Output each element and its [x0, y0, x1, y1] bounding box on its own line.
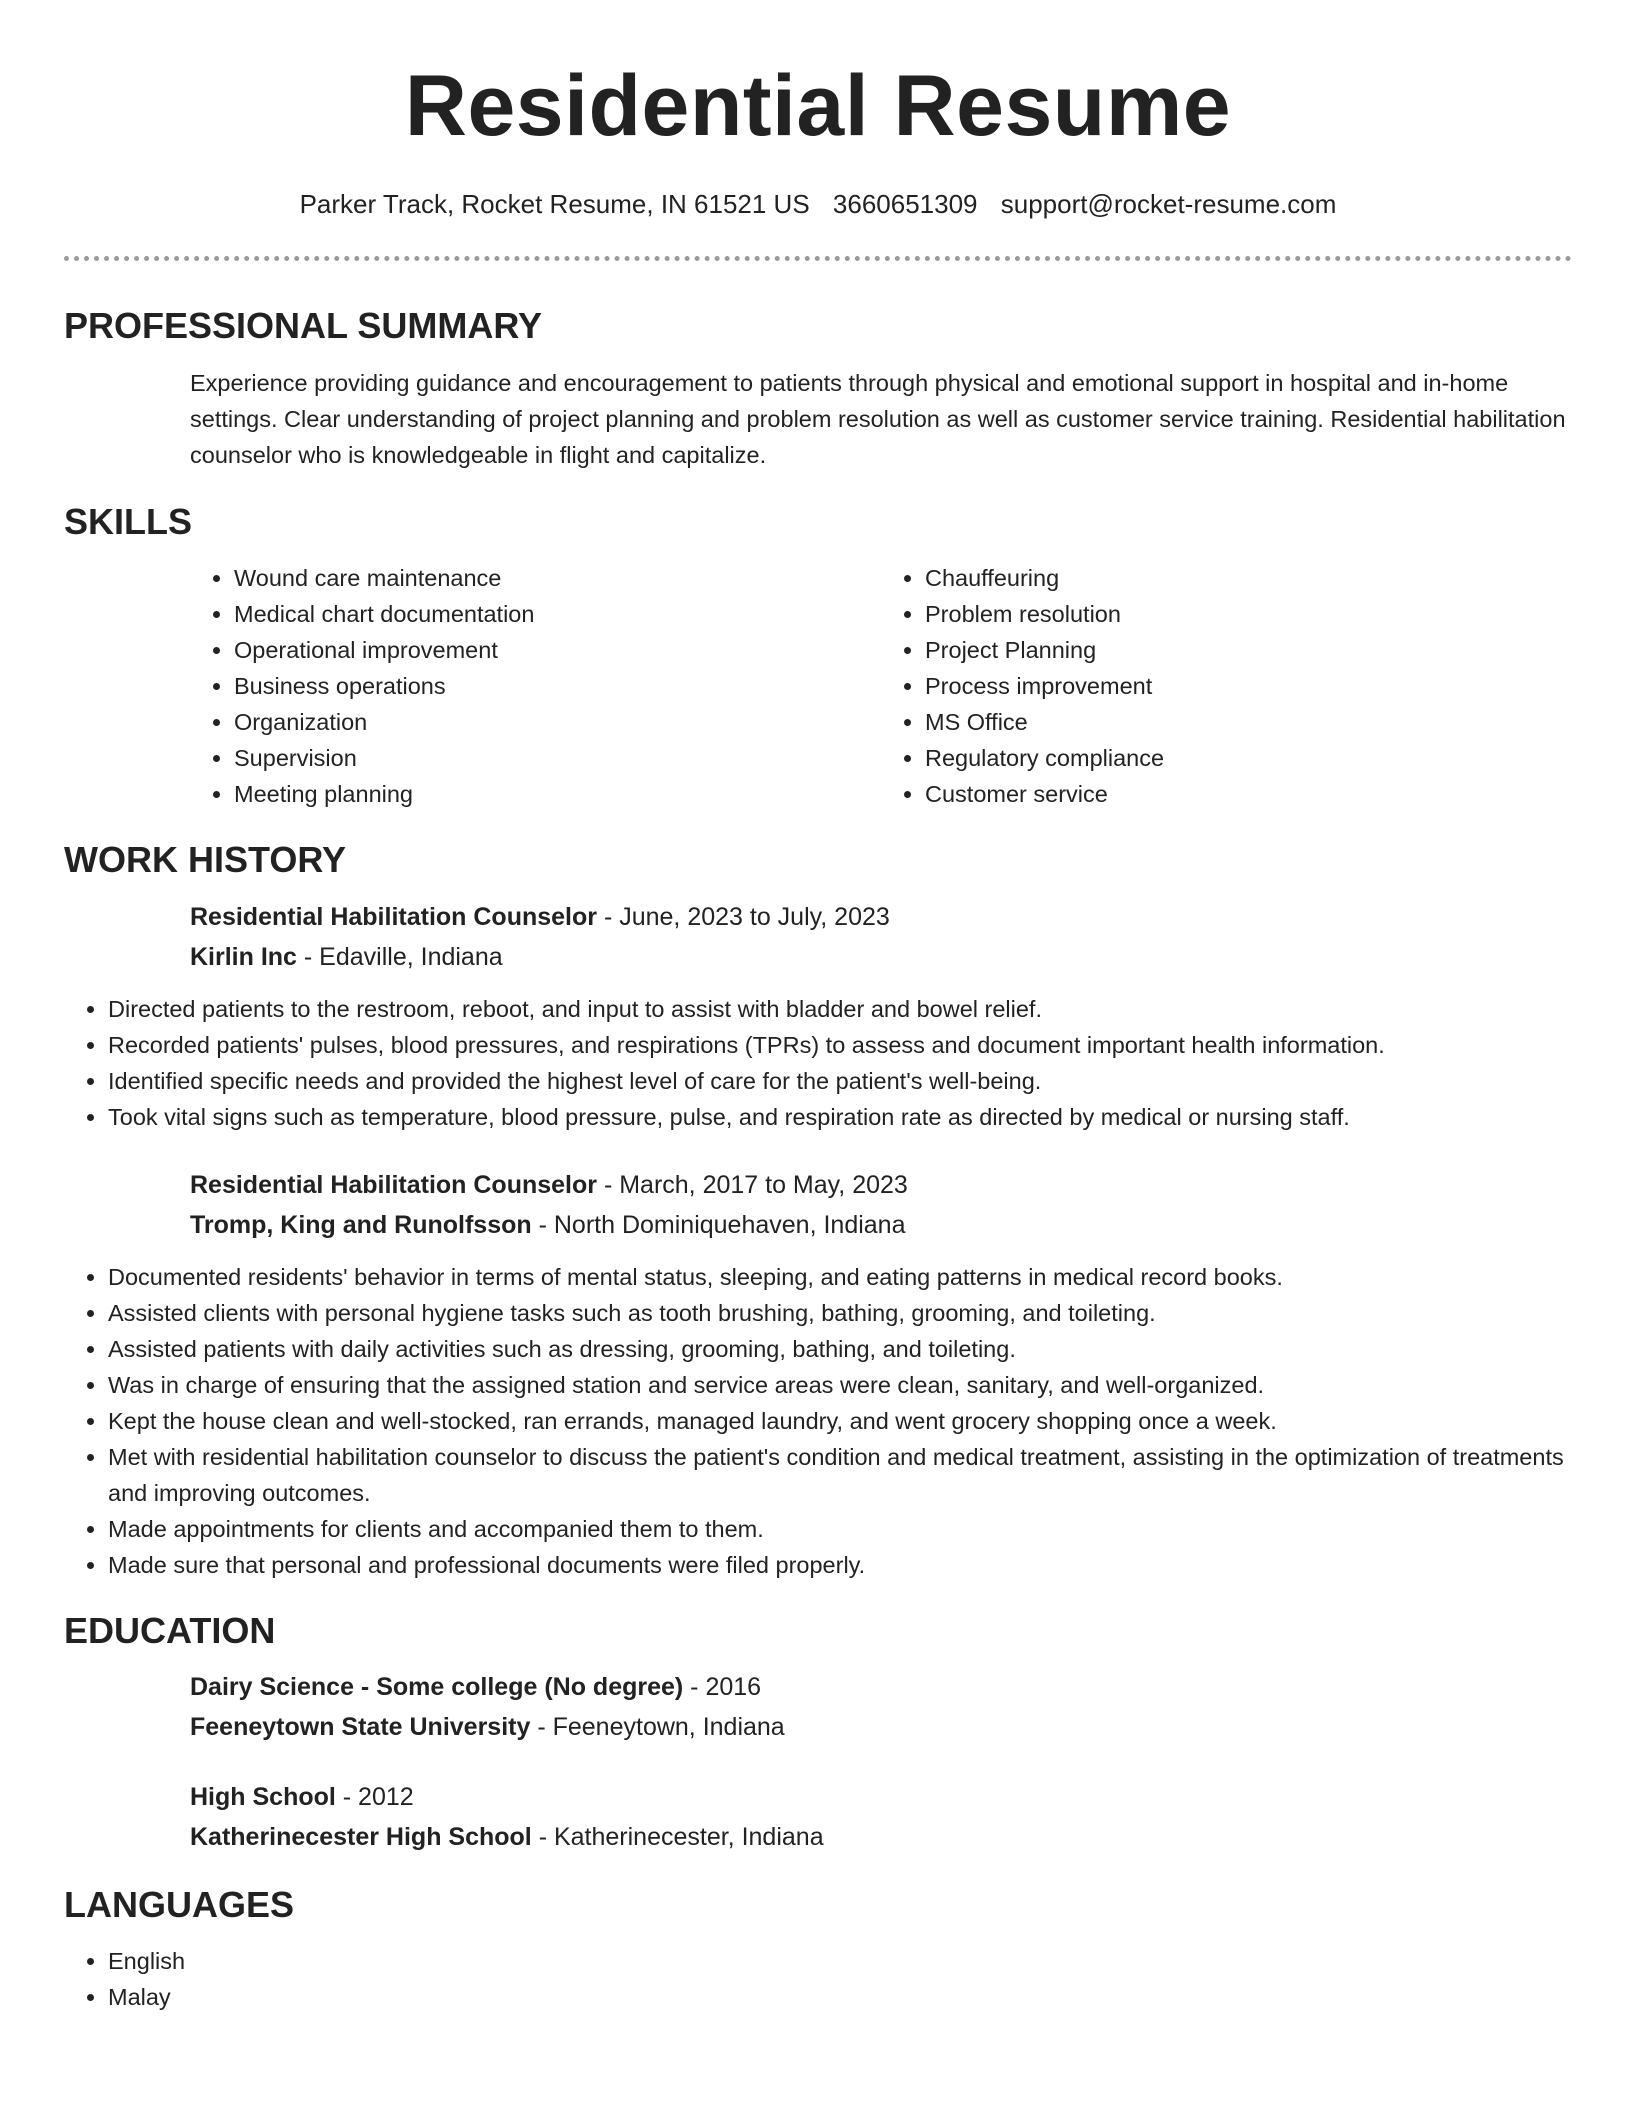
contact-address: Parker Track, Rocket Resume, IN 61521 US — [299, 189, 810, 219]
language-item: • Malay — [108, 1979, 1572, 2015]
languages-title: LANGUAGES — [64, 1884, 295, 1925]
skill-item: • Business operations — [234, 668, 881, 704]
skills-grid — [190, 560, 1572, 812]
resume-name: Residential Resume — [404, 58, 1232, 154]
job-bullet: • Identified specific needs and provided the highest level of care for the patient's well-being. — [108, 1063, 1572, 1099]
education-degree-line — [190, 1777, 1572, 1817]
skill-item: • Operational improvement — [234, 632, 881, 668]
contact-phone: 3660651309 — [832, 189, 978, 219]
job-bullet: • Directed patients to the restroom, reboot, and input to assist with bladder and bowel relief. — [108, 991, 1572, 1027]
education-location: - Feeneytown, Indiana — [530, 1713, 785, 1741]
job-bullet: • Recorded patients' pulses, blood pressures, and respirations (TPRs) to assess and document important health information. — [108, 1027, 1572, 1063]
job-location: - Edaville, Indiana — [296, 943, 503, 971]
job-bullets — [64, 1259, 1572, 1583]
contact-email: support@rocket-resume.com — [1000, 189, 1337, 219]
job-company-line — [190, 937, 1572, 977]
resume-page — [64, 0, 1572, 2015]
skills-list-left — [190, 560, 881, 812]
job-company: Kirlin Inc — [190, 943, 297, 971]
languages-list — [64, 1943, 1572, 2015]
job-bullet: • Made appointments for clients and accompanied them to them. — [108, 1511, 1572, 1547]
skill-item: • Meeting planning — [234, 776, 881, 812]
education-school-line — [190, 1817, 1572, 1857]
summary-text: Experience providing guidance and encouragement to patients through physical and emotional support in hospital and in-home settings. Clear understanding of project planning and problem resolution as well as customer service training. Residential habilitation counselor who is knowledgeable in flight and capitalize. — [190, 370, 1566, 468]
skill-item: • Chauffeuring — [925, 560, 1572, 596]
header-divider — [64, 256, 1572, 261]
education-school: Katherinecester High School — [190, 1823, 532, 1851]
skill-item: • Problem resolution — [925, 596, 1572, 632]
job-bullet: • Documented residents' behavior in terms of mental status, sleeping, and eating patterns in medical record books. — [108, 1259, 1572, 1295]
job-entry — [190, 897, 1572, 977]
contact-line — [64, 187, 1572, 221]
skill-item: • Wound care maintenance — [234, 560, 881, 596]
job-title-line — [190, 897, 1572, 937]
job-bullet: • Met with residential habilitation counselor to discuss the patient's condition and medical treatment, assisting in the optimization of treatments and improving outcomes. — [108, 1439, 1572, 1511]
education-school-line — [190, 1707, 1572, 1747]
job-entry — [190, 1165, 1572, 1245]
language-item: • English — [108, 1943, 1572, 1979]
education-entry — [190, 1777, 1572, 1857]
skills-title: SKILLS — [64, 501, 193, 542]
job-bullets — [64, 991, 1572, 1135]
job-bullet: • Was in charge of ensuring that the assigned station and service areas were clean, sanitary, and well-organized. — [108, 1367, 1572, 1403]
job-dates: - March, 2017 to May, 2023 — [597, 1171, 908, 1199]
education-school: Feeneytown State University — [190, 1713, 531, 1741]
skill-item: • Medical chart documentation — [234, 596, 881, 632]
job-bullet: • Assisted clients with personal hygiene tasks such as tooth brushing, bathing, grooming, and toileting. — [108, 1295, 1572, 1331]
job-company: Tromp, King and Runolfsson — [190, 1211, 532, 1239]
education-title: EDUCATION — [64, 1610, 276, 1651]
job-bullet: • Assisted patients with daily activities such as dressing, grooming, bathing, and toileting. — [108, 1331, 1572, 1367]
skill-item: • Regulatory compliance — [925, 740, 1572, 776]
job-title-line — [190, 1165, 1572, 1205]
job-role: Residential Habilitation Counselor — [190, 1171, 597, 1199]
skill-item: • Customer service — [925, 776, 1572, 812]
education-year: - 2016 — [683, 1673, 762, 1701]
skill-item: • Project Planning — [925, 632, 1572, 668]
education-degree-line — [190, 1667, 1572, 1707]
education-location: - Katherinecester, Indiana — [531, 1823, 824, 1851]
education-entry — [190, 1667, 1572, 1747]
skills-list-right — [881, 560, 1572, 812]
skill-item: • Organization — [234, 704, 881, 740]
job-bullet: • Made sure that personal and professional documents were filed properly. — [108, 1547, 1572, 1583]
skill-item: • Process improvement — [925, 668, 1572, 704]
job-bullet: • Took vital signs such as temperature, blood pressure, pulse, and respiration rate as directed by medical or nursing staff. — [108, 1099, 1572, 1135]
skill-item: • MS Office — [925, 704, 1572, 740]
summary-title: PROFESSIONAL SUMMARY — [64, 305, 543, 346]
job-bullet: • Kept the house clean and well-stocked, ran errands, managed laundry, and went grocery shopping once a week. — [108, 1403, 1572, 1439]
work-title: WORK HISTORY — [64, 839, 347, 880]
education-degree: Dairy Science - Some college (No degree) — [190, 1673, 684, 1701]
education-degree: High School — [190, 1783, 336, 1811]
job-role: Residential Habilitation Counselor — [190, 903, 597, 931]
education-year: - 2012 — [335, 1783, 414, 1811]
skill-item: • Supervision — [234, 740, 881, 776]
job-location: - North Dominiquehaven, Indiana — [531, 1211, 906, 1239]
job-dates: - June, 2023 to July, 2023 — [597, 903, 890, 931]
job-company-line — [190, 1205, 1572, 1245]
